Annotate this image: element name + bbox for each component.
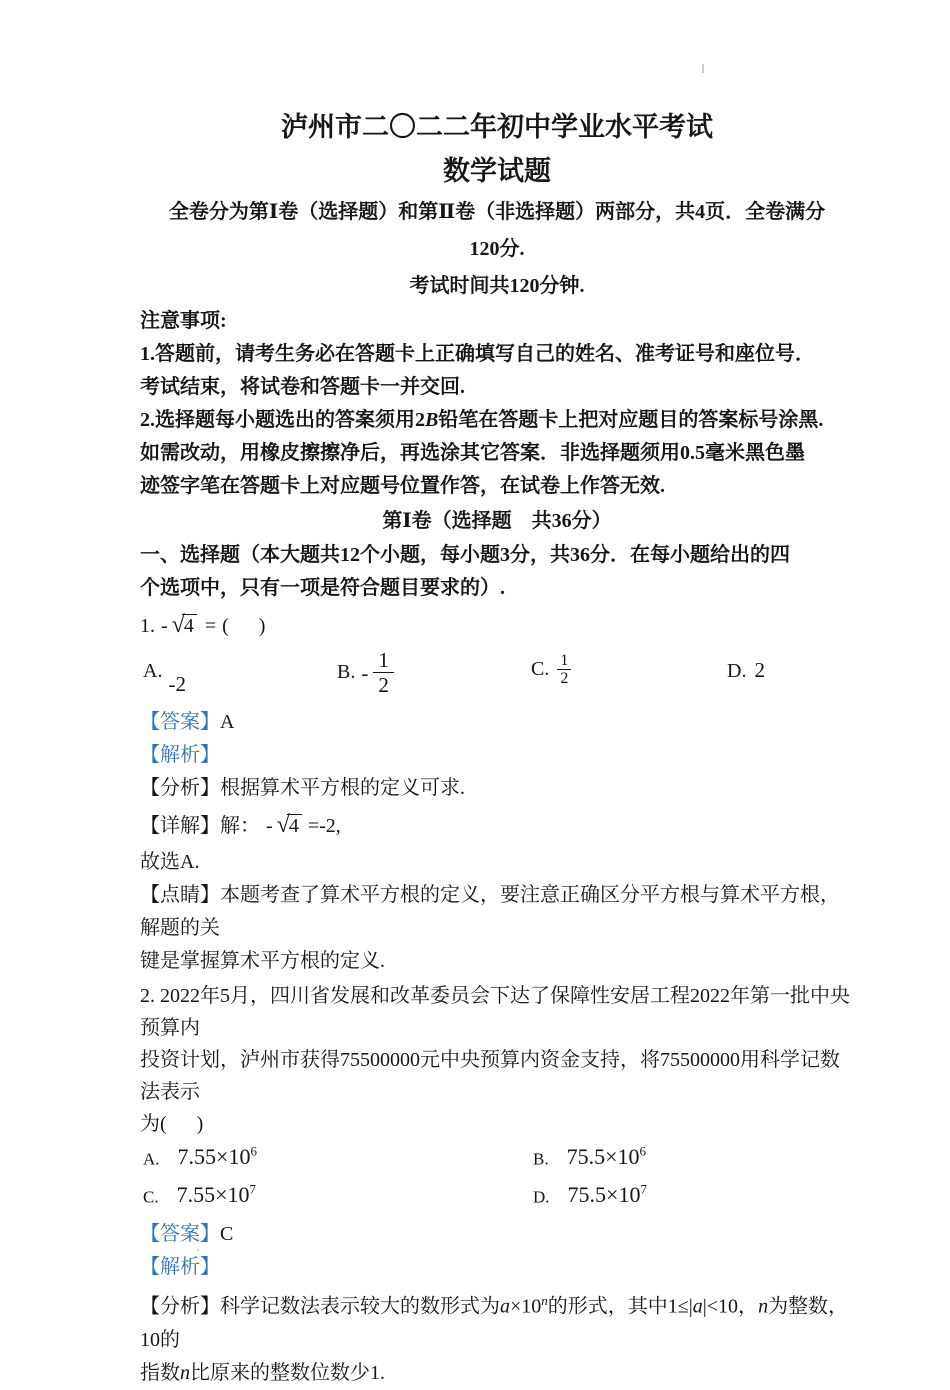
answer-blank-parens: ( ) — [222, 615, 266, 637]
answer-label: 【答案】 — [140, 711, 220, 733]
intro-line-2: 120分. — [469, 238, 525, 260]
option-b — [337, 648, 394, 698]
radicand: 4 — [287, 814, 302, 837]
fenxi-p2: ×10 — [510, 1295, 542, 1318]
question1-number: 1. — [140, 615, 155, 637]
question2-options-row1 — [140, 1140, 854, 1178]
scientific-base: 7.55×10 — [177, 1144, 251, 1170]
option-c-fraction — [557, 652, 571, 688]
scientific-base: 75.5×10 — [566, 1144, 640, 1170]
variable-n-exponent: n — [541, 1293, 548, 1308]
variable-n: n — [758, 1295, 769, 1318]
dianjing-label: 【点睛】 — [140, 884, 220, 906]
answer-value: C — [220, 1223, 234, 1245]
question2-fenxi-line1 — [140, 1284, 854, 1357]
variable-n: n — [180, 1361, 190, 1384]
radical-icon: √ — [276, 812, 290, 838]
fraction-numerator: 1 — [373, 648, 394, 673]
fraction-denominator: 2 — [378, 673, 389, 697]
option-d — [727, 658, 765, 683]
question2-line1: 2. 2022年5月，四川省发展和改革委员会下达了保障性安居工程2022年第一批中央预算内 — [140, 985, 850, 1039]
exam-subject-title: 数学试题 — [443, 156, 551, 186]
fraction-denominator: 2 — [560, 670, 569, 687]
fenxi-p3: 的形式，其中1≤| — [547, 1295, 693, 1318]
option-a-value: -2 — [168, 672, 186, 696]
intro-line-1: 全卷分为第Ⅰ卷（选择题）和第Ⅱ卷（非选择题）两部分，共4页．全卷满分 — [168, 201, 826, 223]
option-c-label: C. — [531, 657, 550, 680]
variable-a: a — [500, 1295, 510, 1318]
jiexi-label: 【解析】 — [140, 744, 220, 766]
fenxi-text: 根据算术平方根的定义可求. — [220, 777, 465, 799]
radicand: 4 — [182, 614, 197, 637]
option-b — [533, 1144, 646, 1170]
fenxi-p1: 科学记数法表示较大的数形式为 — [220, 1295, 500, 1318]
question1-xiangjie-line — [140, 805, 854, 846]
option-c-value — [177, 1182, 256, 1207]
equals-sign: = — [204, 615, 217, 637]
option-b-label: B. — [337, 660, 356, 683]
question2-fenxi-line2 — [140, 1357, 854, 1390]
intro-line-3: 考试时间共120分钟. — [409, 275, 585, 297]
option-c-label: C. — [143, 1187, 159, 1207]
part1-heading: 第Ⅰ卷（选择题 共36分） — [382, 510, 612, 532]
xiangjie-result: =-2, — [307, 815, 341, 837]
question2-answer-line — [140, 1218, 854, 1251]
question1-conclusion: 故选A. — [140, 851, 200, 873]
option-a — [143, 658, 186, 696]
option-b-fraction — [373, 648, 394, 698]
fenxi-p4: |<10， — [702, 1295, 759, 1318]
section1-directions-line2: 个选项中，只有一项是符合题目要求的）. — [140, 577, 505, 599]
question1-answer-line — [140, 706, 854, 739]
question1-options-row — [140, 646, 854, 702]
question1-jiexi-line — [140, 739, 854, 772]
question2-line2: 投资计划，泸州市获得75500000元中央预算内资金支持，将75500000用科学记数法表示 — [140, 1049, 840, 1103]
fenxi-p5: 为整数，10的 — [140, 1295, 849, 1351]
option-c — [143, 1182, 256, 1208]
answer-value: A — [220, 711, 235, 733]
pencil-grade-variable: B — [425, 409, 439, 431]
question1-dianjing-line1 — [140, 879, 854, 945]
option-d — [533, 1182, 647, 1208]
notice-heading: 注意事项: — [140, 310, 227, 332]
notice-item2-pre: 2.选择题每小题选出的答案须用2 — [140, 409, 425, 431]
fenxi-l2-p1: 指数 — [140, 1361, 180, 1384]
section1-directions-line1: 一、选择题（本大题共12个小题，每小题3分，共36分．在每小题给出的四 — [140, 544, 790, 566]
scientific-exponent: 6 — [250, 1144, 257, 1159]
scientific-exponent: 6 — [639, 1144, 647, 1159]
option-c — [531, 652, 571, 688]
jiexi-label: 【解析】 — [140, 1256, 220, 1278]
option-d-label: D. — [727, 660, 747, 682]
notice-item1-line1: 1.答题前，请考生务必在答题卡上正确填写自己的姓名、准考证号和座位号． — [140, 343, 815, 365]
fraction-numerator: 1 — [557, 652, 571, 670]
dianjing-text1: 本题考查了算术平方根的定义，要注意正确区分平方根与算术平方根，解题的关 — [140, 884, 840, 939]
scientific-exponent: 7 — [249, 1182, 257, 1197]
answer-label: 【答案】 — [140, 1223, 220, 1245]
question2-line3: 为( ) — [140, 1113, 204, 1135]
question1-dianjing-line2: 键是掌握算术平方根的定义. — [140, 950, 385, 972]
radical-icon: √ — [171, 612, 185, 638]
xiangjie-pre: 解： — [220, 815, 260, 837]
minus-sign: - — [266, 815, 273, 837]
question1-fenxi-line — [140, 772, 854, 805]
option-a-label: A. — [143, 660, 163, 682]
notice-item2-post: 铅笔在答题卡上把对应题目的答案标号涂黑. — [438, 409, 824, 431]
notice-item2-line3: 迹签字笔在答题卡上对应题号位置作答，在试卷上作答无效. — [140, 475, 665, 497]
question2-jiexi-line — [140, 1251, 854, 1284]
exam-title: 泸州市二〇二二年初中学业水平考试 — [281, 112, 713, 142]
option-d-value — [568, 1182, 647, 1207]
variable-a: a — [692, 1295, 703, 1318]
minus-sign: - — [161, 615, 168, 637]
fenxi-l2-p2: 比原来的整数位数少1. — [190, 1361, 385, 1384]
option-d-label: D. — [533, 1187, 550, 1207]
scientific-base: 7.55×10 — [176, 1182, 250, 1208]
fenxi-label: 【分析】 — [140, 777, 220, 799]
option-a — [143, 1144, 257, 1170]
xiangjie-label: 【详解】 — [140, 815, 220, 837]
question1-stem — [140, 605, 854, 646]
fenxi-label: 【分析】 — [140, 1295, 220, 1318]
scientific-base: 75.5×10 — [567, 1182, 641, 1208]
option-a-value — [178, 1144, 257, 1169]
scientific-exponent: 7 — [640, 1182, 647, 1197]
document-content — [140, 0, 854, 1390]
notice-item2-line2: 如需改动，用橡皮擦擦净后，再选涂其它答案．非选择题须用0.5毫米黑色墨 — [140, 442, 805, 464]
notice-item2-line1 — [140, 404, 854, 437]
option-b-label: B. — [533, 1149, 549, 1169]
notice-item1-line2: 考试结束，将试卷和答题卡一并交回. — [140, 376, 465, 398]
question2-options-row2 — [140, 1178, 854, 1216]
option-b-minus: - — [361, 660, 369, 685]
option-d-value: 2 — [754, 658, 765, 682]
option-b-value — [567, 1144, 646, 1169]
option-a-label: A. — [143, 1149, 160, 1169]
